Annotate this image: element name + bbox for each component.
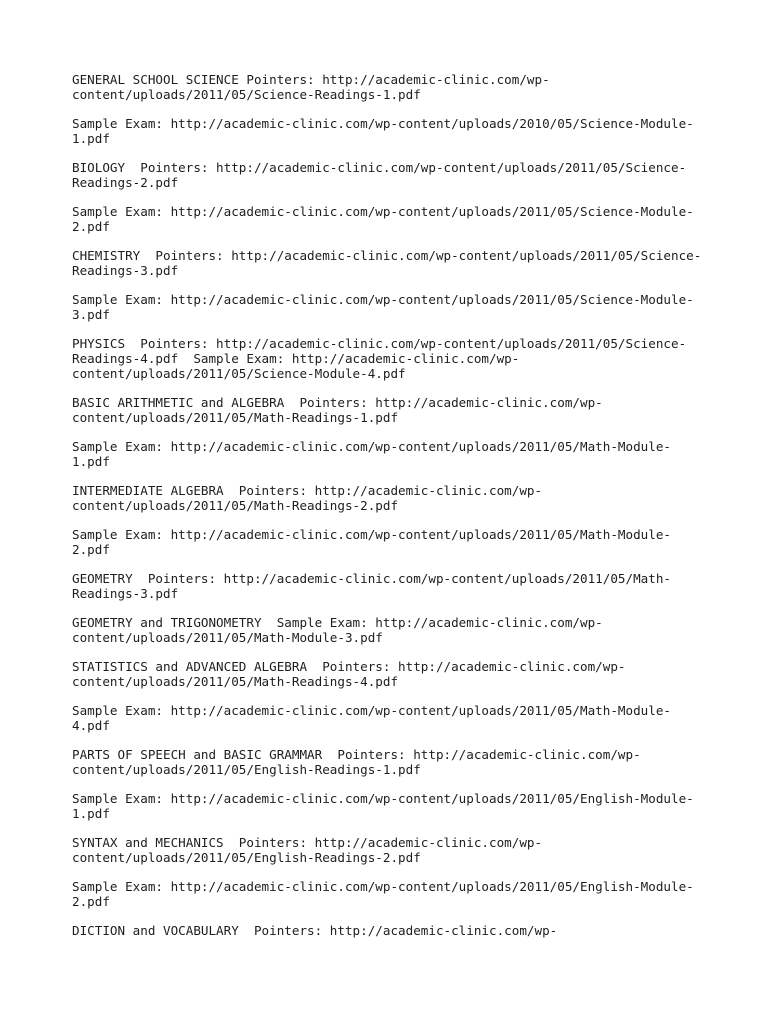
text-line: SYNTAX and MECHANICS Pointers: http://academic-clinic.com/wp- (72, 835, 543, 850)
text-line: STATISTICS and ADVANCED ALGEBRA Pointers: http://academic-clinic.com/wp- (72, 659, 626, 674)
text-line: PHYSICS Pointers: http://academic-clinic.com/wp-content/uploads/2011/05/Science- (72, 336, 687, 351)
text-paragraph (72, 72, 712, 102)
text-paragraph (72, 659, 712, 689)
text-paragraph (72, 527, 712, 557)
text-line: GENERAL SCHOOL SCIENCE Pointers: http://academic-clinic.com/wp- (72, 72, 550, 87)
text-line: Sample Exam: http://academic-clinic.com/wp-content/uploads/2011/05/Math-Module- (72, 527, 671, 542)
text-line: content/uploads/2011/05/English-Readings-1.pdf (72, 762, 421, 777)
text-line: 2.pdf (72, 542, 110, 557)
text-line: content/uploads/2011/05/Math-Readings-4.pdf (72, 674, 399, 689)
text-line: Sample Exam: http://academic-clinic.com/wp-content/uploads/2011/05/Math-Module- (72, 439, 671, 454)
text-line: INTERMEDIATE ALGEBRA Pointers: http://academic-clinic.com/wp- (72, 483, 543, 498)
text-paragraph (72, 395, 712, 425)
text-line: Sample Exam: http://academic-clinic.com/wp-content/uploads/2011/05/Science-Module- (72, 292, 694, 307)
text-line: CHEMISTRY Pointers: http://academic-clinic.com/wp-content/uploads/2011/05/Science- (72, 248, 702, 263)
text-paragraph (72, 336, 712, 381)
text-paragraph (72, 292, 712, 322)
text-paragraph (72, 923, 712, 938)
text-paragraph (72, 835, 712, 865)
text-line: GEOMETRY and TRIGONOMETRY Sample Exam: http://academic-clinic.com/wp- (72, 615, 603, 630)
text-line: content/uploads/2011/05/Math-Readings-2.pdf (72, 498, 399, 513)
text-paragraph (72, 615, 712, 645)
text-line: BIOLOGY Pointers: http://academic-clinic.com/wp-content/uploads/2011/05/Science- (72, 160, 687, 175)
text-paragraph (72, 703, 712, 733)
text-paragraph (72, 160, 712, 190)
text-paragraph (72, 483, 712, 513)
text-line: 1.pdf (72, 806, 110, 821)
text-paragraph (72, 204, 712, 234)
document-page (72, 72, 712, 952)
text-line: Readings-3.pdf (72, 263, 179, 278)
text-line: 1.pdf (72, 454, 110, 469)
text-paragraph (72, 747, 712, 777)
text-line: 1.pdf (72, 131, 110, 146)
text-line: Sample Exam: http://academic-clinic.com/wp-content/uploads/2011/05/English-Module- (72, 791, 694, 806)
text-line: GEOMETRY Pointers: http://academic-clinic.com/wp-content/uploads/2011/05/Math- (72, 571, 671, 586)
text-line: content/uploads/2011/05/Math-Readings-1.pdf (72, 410, 399, 425)
text-line: BASIC ARITHMETIC and ALGEBRA Pointers: http://academic-clinic.com/wp- (72, 395, 603, 410)
text-line: 3.pdf (72, 307, 110, 322)
text-line: Sample Exam: http://academic-clinic.com/wp-content/uploads/2011/05/English-Module- (72, 879, 694, 894)
text-line: 2.pdf (72, 219, 110, 234)
text-paragraph (72, 248, 712, 278)
text-paragraph (72, 791, 712, 821)
text-line: Sample Exam: http://academic-clinic.com/wp-content/uploads/2011/05/Science-Module- (72, 204, 694, 219)
text-line: Readings-2.pdf (72, 175, 179, 190)
text-line: content/uploads/2011/05/Science-Readings-1.pdf (72, 87, 421, 102)
text-paragraph (72, 571, 712, 601)
text-line: Sample Exam: http://academic-clinic.com/wp-content/uploads/2010/05/Science-Module- (72, 116, 694, 131)
text-line: DICTION and VOCABULARY Pointers: http://academic-clinic.com/wp- (72, 923, 558, 938)
text-line: Readings-4.pdf Sample Exam: http://academic-clinic.com/wp- (72, 351, 520, 366)
text-line: Sample Exam: http://academic-clinic.com/wp-content/uploads/2011/05/Math-Module- (72, 703, 671, 718)
text-line: PARTS OF SPEECH and BASIC GRAMMAR Pointers: http://academic-clinic.com/wp- (72, 747, 641, 762)
text-line: content/uploads/2011/05/Science-Module-4.pdf (72, 366, 406, 381)
text-line: Readings-3.pdf (72, 586, 179, 601)
text-line: 2.pdf (72, 894, 110, 909)
text-line: content/uploads/2011/05/English-Readings-2.pdf (72, 850, 421, 865)
text-line: 4.pdf (72, 718, 110, 733)
text-paragraph (72, 439, 712, 469)
text-line: content/uploads/2011/05/Math-Module-3.pdf (72, 630, 383, 645)
text-paragraph (72, 879, 712, 909)
text-paragraph (72, 116, 712, 146)
